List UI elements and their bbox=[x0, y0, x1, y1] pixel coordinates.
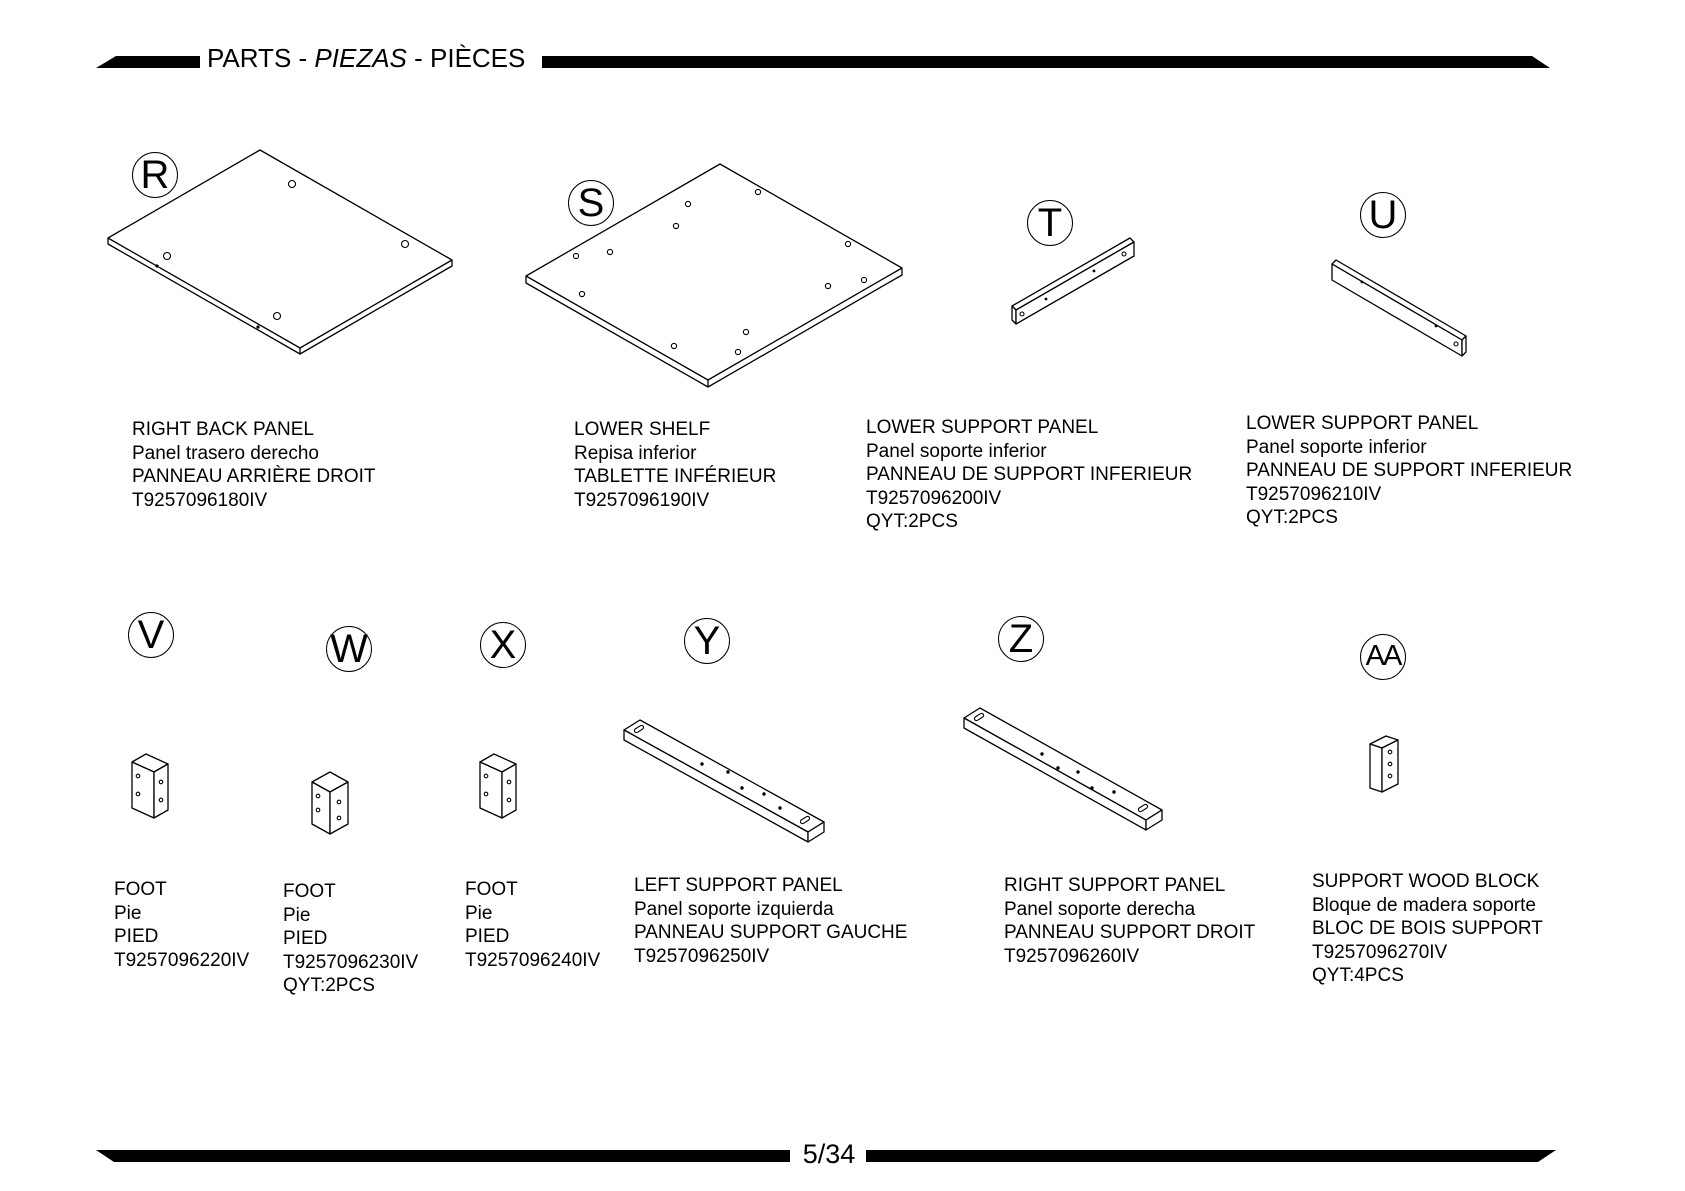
part-name-en: LOWER SUPPORT PANEL bbox=[1246, 413, 1479, 434]
part-letter-aa: AA bbox=[1360, 634, 1406, 680]
part-name-es: Panel soporte inferior bbox=[866, 440, 1047, 462]
part-number: T9257096200IV bbox=[866, 487, 1002, 509]
part-quantity: QYT:4PCS bbox=[1312, 965, 1404, 986]
part-name-fr: PANNEAU SUPPORT DROIT bbox=[1004, 922, 1256, 943]
part-label-y bbox=[634, 874, 907, 968]
part-letter-v: V bbox=[128, 612, 174, 658]
part-letter-r: R bbox=[132, 152, 178, 198]
part-letter-s: S bbox=[568, 180, 614, 226]
part-name-fr: PIED bbox=[283, 928, 328, 949]
part-number: T9257096250IV bbox=[634, 945, 770, 967]
lower-support-panel-t-drawing bbox=[1008, 232, 1138, 332]
lower-shelf-drawing bbox=[520, 160, 910, 390]
part-label-w bbox=[283, 880, 418, 998]
title-separator: - bbox=[406, 43, 430, 73]
part-number: T9257096270IV bbox=[1312, 941, 1448, 963]
part-letter-y: Y bbox=[684, 618, 730, 664]
part-letter-z: Z bbox=[998, 616, 1044, 662]
right-support-panel-drawing bbox=[960, 706, 1166, 840]
part-number: T9257096240IV bbox=[465, 949, 601, 971]
part-name-en: FOOT bbox=[114, 879, 167, 900]
right-back-panel-drawing bbox=[100, 140, 460, 360]
footer-bar-right bbox=[866, 1148, 1556, 1164]
part-number: T9257096220IV bbox=[114, 949, 250, 971]
part-name-es: Panel trasero derecho bbox=[132, 442, 319, 464]
part-label-t bbox=[866, 416, 1192, 534]
part-letter-x: X bbox=[480, 622, 526, 668]
part-label-z bbox=[1004, 874, 1255, 968]
part-number: T9257096260IV bbox=[1004, 945, 1140, 967]
part-quantity: QYT:2PCS bbox=[283, 975, 375, 996]
part-label-aa bbox=[1312, 870, 1543, 988]
part-name-es: Pie bbox=[114, 902, 142, 924]
part-name-fr: PIED bbox=[114, 926, 159, 947]
part-number: T9257096190IV bbox=[574, 489, 710, 511]
part-name-fr: PANNEAU DE SUPPORT INFERIEUR bbox=[1246, 460, 1573, 481]
part-quantity: QYT:2PCS bbox=[866, 511, 958, 532]
part-label-r bbox=[132, 418, 376, 512]
foot-w-drawing bbox=[308, 770, 354, 840]
part-name-es: Pie bbox=[465, 902, 493, 924]
part-number: T9257096230IV bbox=[283, 951, 419, 973]
part-name-fr: PIED bbox=[465, 926, 510, 947]
foot-v-drawing bbox=[128, 752, 174, 822]
part-name-en: LOWER SUPPORT PANEL bbox=[866, 417, 1099, 438]
support-wood-block-drawing bbox=[1366, 734, 1408, 794]
part-name-fr: BLOC DE BOIS SUPPORT bbox=[1312, 918, 1543, 939]
title-french: PIÈCES bbox=[430, 43, 526, 73]
part-letter-t: T bbox=[1027, 200, 1073, 246]
footer-bar-left bbox=[96, 1148, 790, 1164]
part-name-es: Panel soporte inferior bbox=[1246, 436, 1427, 458]
title-spanish: PIEZAS bbox=[314, 43, 407, 73]
part-name-fr: TABLETTE INFÉRIEUR bbox=[574, 466, 777, 487]
part-letter-u: U bbox=[1360, 192, 1406, 238]
header-bar-right bbox=[542, 54, 1550, 70]
part-name-en: FOOT bbox=[465, 879, 518, 900]
part-name-es: Bloque de madera soporte bbox=[1312, 894, 1536, 916]
section-title bbox=[207, 42, 525, 74]
part-label-v bbox=[114, 878, 249, 972]
lower-support-panel-u-drawing bbox=[1328, 258, 1474, 364]
part-letter-w: W bbox=[326, 626, 372, 672]
part-number: T9257096210IV bbox=[1246, 483, 1382, 505]
part-name-en: SUPPORT WOOD BLOCK bbox=[1312, 871, 1540, 892]
part-name-es: Repisa inferior bbox=[574, 442, 697, 464]
part-name-fr: PANNEAU DE SUPPORT INFERIEUR bbox=[866, 464, 1193, 485]
part-name-en: RIGHT SUPPORT PANEL bbox=[1004, 875, 1226, 896]
part-label-u bbox=[1246, 412, 1572, 530]
part-name-en: LOWER SHELF bbox=[574, 419, 711, 440]
part-name-es: Panel soporte izquierda bbox=[634, 898, 834, 920]
part-name-en: FOOT bbox=[283, 881, 336, 902]
part-name-es: Panel soporte derecha bbox=[1004, 898, 1196, 920]
part-name-fr: PANNEAU ARRIÈRE DROIT bbox=[132, 466, 376, 487]
page-number: 5/34 bbox=[802, 1139, 856, 1169]
title-separator: - bbox=[291, 43, 315, 73]
title-english: PARTS bbox=[207, 43, 292, 73]
header-bar-left bbox=[96, 54, 200, 70]
part-label-x bbox=[465, 878, 600, 972]
foot-x-drawing bbox=[476, 752, 522, 822]
part-label-s bbox=[574, 418, 776, 512]
part-name-en: RIGHT BACK PANEL bbox=[132, 419, 314, 440]
part-name-en: LEFT SUPPORT PANEL bbox=[634, 875, 843, 896]
part-quantity: QYT:2PCS bbox=[1246, 507, 1338, 528]
part-name-es: Pie bbox=[283, 904, 311, 926]
part-number: T9257096180IV bbox=[132, 489, 268, 511]
part-name-fr: PANNEAU SUPPORT GAUCHE bbox=[634, 922, 908, 943]
left-support-panel-drawing bbox=[620, 718, 830, 852]
